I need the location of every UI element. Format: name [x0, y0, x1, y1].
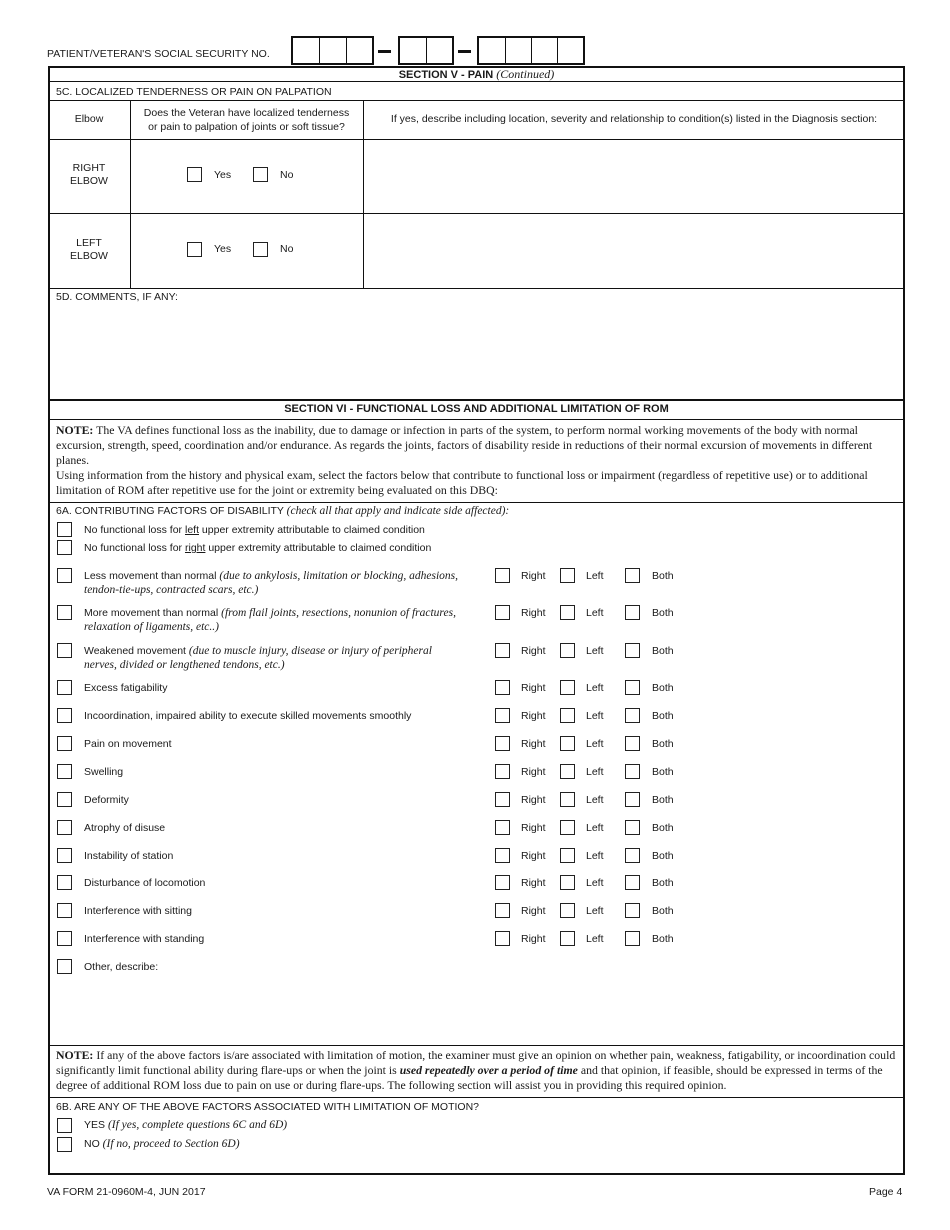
ssn-part-1-input[interactable]: [291, 36, 374, 65]
no-loss-right-label: No functional loss for right upper extremity attributable to claimed condition: [84, 542, 432, 554]
factor-checkbox[interactable]: [57, 568, 72, 583]
factor-left-label: Left: [586, 682, 604, 694]
factor-both-label: Both: [652, 570, 674, 582]
factor-right-checkbox[interactable]: [495, 931, 510, 946]
factor-left-checkbox[interactable]: [560, 820, 575, 835]
factor-both-checkbox[interactable]: [625, 680, 640, 695]
factor-right-checkbox[interactable]: [495, 820, 510, 835]
factor-right-label: Right: [521, 933, 546, 945]
factor-left-checkbox[interactable]: [560, 792, 575, 807]
q6b-yes-label: YES (If yes, complete questions 6C and 6D): [84, 1119, 288, 1131]
factor-left-label: Left: [586, 570, 604, 582]
factor-both-label: Both: [652, 905, 674, 917]
factor-left-checkbox[interactable]: [560, 708, 575, 723]
right-elbow-no-checkbox[interactable]: [253, 167, 268, 182]
factor-right-checkbox[interactable]: [495, 708, 510, 723]
factor-right-label: Right: [521, 850, 546, 862]
factor-left-checkbox[interactable]: [560, 736, 575, 751]
factor-both-label: Both: [652, 933, 674, 945]
factor-right-label: Right: [521, 607, 546, 619]
col-question-header: Does the Veteran have localized tenderness or pain to palpation of joints or soft tissue?: [143, 107, 350, 133]
factor-right-label: Right: [521, 794, 546, 806]
factor-both-checkbox[interactable]: [625, 792, 640, 807]
factor-checkbox[interactable]: [57, 643, 72, 658]
factor-label: More movement than normal (from flail joints, resections, nonunion of fractures, relaxation of ligaments, etc..): [84, 607, 456, 633]
no-loss-left-checkbox[interactable]: [57, 522, 72, 537]
factor-left-label: Left: [586, 738, 604, 750]
factor-label: Excess fatigability: [84, 682, 168, 694]
yes-label: Yes: [214, 243, 232, 255]
factor-label: Atrophy of disuse: [84, 822, 166, 834]
factor-left-checkbox[interactable]: [560, 568, 575, 583]
row-right-elbow-label: RIGHT ELBOW: [70, 162, 108, 187]
factor-checkbox[interactable]: [57, 792, 72, 807]
factor-left-label: Left: [586, 794, 604, 806]
factor-both-label: Both: [652, 607, 674, 619]
q6b-no-label: NO (If no, proceed to Section 6D): [84, 1138, 240, 1150]
factor-left-checkbox[interactable]: [560, 764, 575, 779]
factor-checkbox[interactable]: [57, 764, 72, 779]
factor-right-checkbox[interactable]: [495, 643, 510, 658]
factor-label: Interference with standing: [84, 933, 205, 945]
page-number: Page 4: [869, 1186, 903, 1198]
other-label: Other, describe:: [84, 961, 159, 973]
factor-both-checkbox[interactable]: [625, 568, 640, 583]
q6b-label: 6B. ARE ANY OF THE ABOVE FACTORS ASSOCIATED WITH LIMITATION OF MOTION?: [56, 1101, 479, 1113]
left-elbow-no-checkbox[interactable]: [253, 242, 268, 257]
form-id: VA FORM 21-0960M-4, JUN 2017: [47, 1186, 206, 1198]
factor-checkbox[interactable]: [57, 875, 72, 890]
factor-right-checkbox[interactable]: [495, 903, 510, 918]
factor-both-checkbox[interactable]: [625, 736, 640, 751]
factor-right-label: Right: [521, 766, 546, 778]
factor-left-checkbox[interactable]: [560, 903, 575, 918]
q6b-no-checkbox[interactable]: [57, 1137, 72, 1152]
factor-left-label: Left: [586, 607, 604, 619]
section-6-title: SECTION VI - FUNCTIONAL LOSS AND ADDITIONAL LIMITATION OF ROM: [284, 403, 669, 415]
factor-label: Incoordination, impaired ability to execute skilled movements smoothly: [84, 710, 412, 722]
factor-both-label: Both: [652, 710, 674, 722]
comments-field[interactable]: [50, 305, 903, 398]
no-loss-left-label: No functional loss for left upper extremity attributable to claimed condition: [84, 524, 425, 536]
factor-left-checkbox[interactable]: [560, 931, 575, 946]
factor-checkbox[interactable]: [57, 708, 72, 723]
factor-checkbox[interactable]: [57, 903, 72, 918]
factor-right-checkbox[interactable]: [495, 680, 510, 695]
ssn-part-2-input[interactable]: [398, 36, 454, 65]
factor-left-checkbox[interactable]: [560, 605, 575, 620]
right-elbow-describe-field[interactable]: [364, 140, 904, 213]
ssn-dash: [458, 50, 471, 53]
factor-left-label: Left: [586, 877, 604, 889]
factor-both-checkbox[interactable]: [625, 903, 640, 918]
yes-label: Yes: [214, 169, 232, 181]
factor-left-checkbox[interactable]: [560, 680, 575, 695]
factor-both-label: Both: [652, 794, 674, 806]
factor-checkbox[interactable]: [57, 820, 72, 835]
factor-both-checkbox[interactable]: [625, 875, 640, 890]
ssn-dash: [378, 50, 391, 53]
q6b-yes-checkbox[interactable]: [57, 1118, 72, 1133]
factor-left-label: Left: [586, 822, 604, 834]
factor-right-label: Right: [521, 682, 546, 694]
ssn-part-3-input[interactable]: [477, 36, 585, 65]
factor-both-checkbox[interactable]: [625, 708, 640, 723]
factor-left-checkbox[interactable]: [560, 848, 575, 863]
factor-both-checkbox[interactable]: [625, 848, 640, 863]
factor-left-checkbox[interactable]: [560, 875, 575, 890]
no-label: No: [280, 243, 294, 255]
left-elbow-describe-field[interactable]: [364, 214, 904, 287]
factor-right-checkbox[interactable]: [495, 764, 510, 779]
no-loss-right-checkbox[interactable]: [57, 540, 72, 555]
factor-checkbox[interactable]: [57, 605, 72, 620]
factor-both-checkbox[interactable]: [625, 643, 640, 658]
factor-label: Deformity: [84, 794, 129, 806]
section-5-title: SECTION V - PAIN (Continued): [398, 67, 555, 81]
factor-label: Pain on movement: [84, 738, 172, 750]
factor-both-label: Both: [652, 822, 674, 834]
row-left-elbow-label: LEFT ELBOW: [70, 237, 108, 262]
factor-checkbox[interactable]: [57, 680, 72, 695]
no-label: No: [280, 169, 294, 181]
factor-left-label: Left: [586, 766, 604, 778]
factor-right-checkbox[interactable]: [495, 792, 510, 807]
factor-right-checkbox[interactable]: [495, 736, 510, 751]
right-elbow-yes-checkbox[interactable]: [187, 167, 202, 182]
factor-label: Instability of station: [84, 850, 174, 862]
factor-label: Swelling: [84, 766, 124, 778]
q6a-label: 6A. CONTRIBUTING FACTORS OF DISABILITY (check all that apply and indicate side affected):: [56, 505, 510, 517]
factor-label: Interference with sitting: [84, 905, 192, 917]
factor-both-label: Both: [652, 766, 674, 778]
factor-left-checkbox[interactable]: [560, 643, 575, 658]
factor-right-label: Right: [521, 822, 546, 834]
factor-right-checkbox[interactable]: [495, 848, 510, 863]
factor-left-label: Left: [586, 850, 604, 862]
factor-right-label: Right: [521, 905, 546, 917]
factor-right-label: Right: [521, 710, 546, 722]
section-6-note: NOTE: The VA defines functional loss as the inability, due to damage or infection in parts of the system, to perform normal working movements of the body with normal excursion, strength, speed, coordination and/or endurance. As regards the joints, factors of disability reside in reductions of their normal excursion of movements in different planes. Using information from the history and physical exam, select the factors below that contribute to functional loss or impairment (regardless of repetitive use) or to additional limitation of ROM after repetitive use for the joint or extremity being evaluated on this DBQ:: [56, 423, 873, 497]
factor-checkbox[interactable]: [57, 848, 72, 863]
factor-right-checkbox[interactable]: [495, 875, 510, 890]
other-describe-field[interactable]: [84, 976, 899, 1042]
factor-both-label: Both: [652, 877, 674, 889]
factor-checkbox[interactable]: [57, 931, 72, 946]
left-elbow-yes-checkbox[interactable]: [187, 242, 202, 257]
factor-both-checkbox[interactable]: [625, 931, 640, 946]
factor-label: Less movement than normal (due to ankylosis, limitation or blocking, adhesions, tendon-tie-ups, contracted scars, etc.): [84, 570, 459, 596]
factor-right-label: Right: [521, 738, 546, 750]
limitation-note: NOTE: If any of the above factors is/are associated with limitation of motion, the examiner must give an opinion on whether pain, weakness, fatigability, or incoordination could significantly limit functional ability during flare-ups or when the joint is used repeatedly over a period of time and that opinion, if feasible, should be expressed in terms of the degree of additional ROM loss due to pain on use or during flare-ups. The following section will assist you in providing this required opinion.: [56, 1048, 896, 1092]
factor-right-checkbox[interactable]: [495, 568, 510, 583]
factor-checkbox[interactable]: [57, 736, 72, 751]
col-describe-header: If yes, describe including location, severity and relationship to condition(s) listed in the Diagnosis section:: [390, 113, 878, 125]
factor-left-label: Left: [586, 645, 604, 657]
factor-both-label: Both: [652, 850, 674, 862]
col-elbow-header: Elbow: [74, 113, 104, 125]
factor-both-checkbox[interactable]: [625, 820, 640, 835]
factor-right-label: Right: [521, 570, 546, 582]
factor-left-label: Left: [586, 933, 604, 945]
ssn-label: PATIENT/VETERAN'S SOCIAL SECURITY NO.: [47, 48, 270, 60]
factor-label: Disturbance of locomotion: [84, 877, 206, 889]
factor-right-checkbox[interactable]: [495, 605, 510, 620]
q5d-label: 5D. COMMENTS, IF ANY:: [56, 291, 178, 303]
factor-both-label: Both: [652, 682, 674, 694]
other-checkbox[interactable]: [57, 959, 72, 974]
factor-both-checkbox[interactable]: [625, 605, 640, 620]
factor-label: Weakened movement (due to muscle injury, disease or injury of peripheral nerves, divided or lengthened tendons, etc.): [84, 645, 432, 671]
factor-right-label: Right: [521, 645, 546, 657]
factor-left-label: Left: [586, 710, 604, 722]
factor-both-label: Both: [652, 645, 674, 657]
q5c-label: 5C. LOCALIZED TENDERNESS OR PAIN ON PALPATION: [56, 86, 332, 98]
factor-left-label: Left: [586, 905, 604, 917]
factor-both-checkbox[interactable]: [625, 764, 640, 779]
factor-both-label: Both: [652, 738, 674, 750]
factor-right-label: Right: [521, 877, 546, 889]
